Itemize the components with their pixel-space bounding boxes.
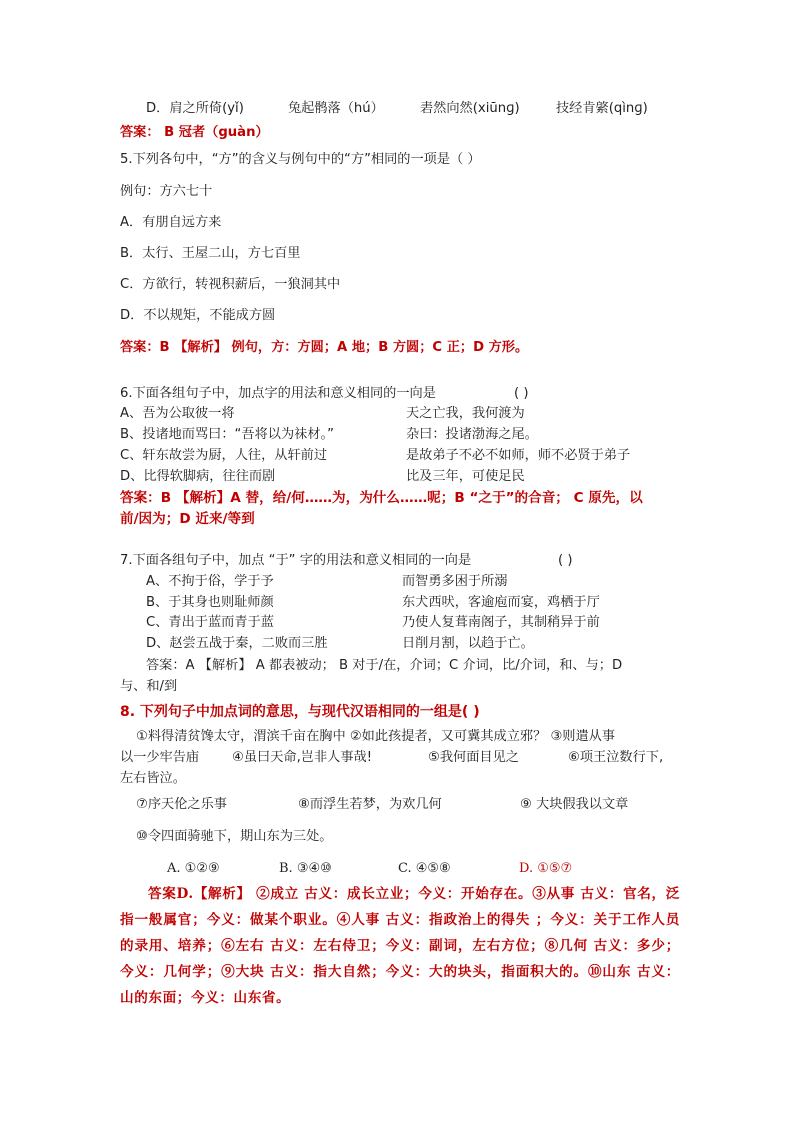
- q5-answer: 答案：B 【解析】 例句，方：方圆；A 地；B 方圆；C 正；D 方形。: [120, 340, 529, 355]
- q7-row-d-right: 日削月割，以趋于亡。: [402, 636, 534, 651]
- q6-stem: 6.下面各组句子中，加点字的用法和意义相同的一向是: [120, 386, 436, 401]
- q8-line4a: ⑦序天伦之乐事: [136, 797, 227, 812]
- q8-line2d: ⑥项王泣数行下,: [568, 750, 664, 765]
- q8-line2a: 以一少牢告庙: [120, 750, 200, 765]
- q8-line1: ①料得清贫馋太守，渭滨千亩在胸中 ②如此孩提者，又可冀其成立邪？ ③则遣从事: [136, 729, 616, 744]
- q5-option-d: D．不以规矩，不能成方圆: [120, 308, 276, 323]
- q4-option-d-d: 技经肯綮(qìnɡ): [556, 101, 648, 116]
- q5-option-c: C．方欲行，转视积薪后，一狼洞其中: [120, 277, 341, 292]
- q8-line4c: ⑨ 大块假我以文章: [520, 797, 629, 812]
- q7-row-c-left: C、青出于蓝而青于蓝: [146, 615, 274, 630]
- q8-line4b: ⑧而浮生若梦，为欢几何: [298, 797, 442, 812]
- q7-row-d-left: D、赵尝五战于秦，二败而三胜: [146, 636, 328, 651]
- q6-row-d-left: D、比得软脚病，往往而剧: [120, 469, 276, 484]
- q4-option-d-b: 兔起鹘落（hú）: [288, 101, 384, 116]
- q4-option-d-c: 砉然向然(xiūnɡ): [420, 101, 520, 116]
- q6-row-b-left: B、投诸地而骂曰：“吾将以为祙材。”: [120, 427, 334, 442]
- q4-answer: 答案： B 冠者（guàn）: [120, 125, 269, 140]
- q7-stem: 7.下面各组句子中，加点 “于” 字的用法和意义相同的一向是: [120, 553, 472, 568]
- q7-paren: ( ): [558, 553, 573, 568]
- q6-row-c-left: C、轩东故尝为厨，人往，从轩前过: [120, 448, 328, 463]
- q8-option-d: D. ①⑤⑦: [519, 861, 573, 876]
- q8-option-c: C. ④⑤⑧: [398, 861, 451, 876]
- q7-row-b-right: 东犬西吠，客逾庖而宴，鸡栖于厅: [402, 595, 600, 610]
- q6-row-b-right: 杂曰：投诸渤海之尾。: [406, 427, 538, 442]
- q7-answer-line1: 答案：A 【解析】 A 都表被动； B 对于/在，介词；C 介词，比/介词，和、与；D: [146, 658, 623, 673]
- q6-row-a-left: A、吾为公取彼一将: [120, 406, 235, 421]
- q6-answer-line1: 答案：B 【解析】A 替，给/何……为，为什么……呢；B “之于”的合音； C 原先，以: [120, 490, 643, 506]
- q8-line2b: ④虽曰天命,岂非人事哉!: [232, 750, 372, 765]
- q6-answer-line2: 前/因为；D 近来/等到: [120, 511, 255, 527]
- q8-option-b: B. ③④⑩: [279, 861, 332, 876]
- q5-stem: 5.下列各句中，“方”的含义与例句中的“方”相同的一项是（ ）: [120, 152, 481, 167]
- q7-row-a-left: A、不拘于俗，学于予: [146, 574, 274, 589]
- q5-example: 例句：方六七十: [120, 184, 213, 199]
- q5-option-b: B．太行、王屋二山，方七百里: [120, 246, 301, 261]
- q8-stem: 8. 下列句子中加点词的意思，与现代汉语相同的一组是( ): [120, 704, 480, 720]
- q6-paren: ( ): [514, 386, 529, 401]
- q8-explanation: 答案D.【解析】 ②成立 古义：成长立业；今义：开始存在。③从事 古义：官名，泛指一般属官；今义：做某个职业。④人事 古义：指政治上的得失 ；今义：关于工作人员的录用、培养；⑥左右 古义：左右侍卫；今义：副词，左右方位；⑧几何 古义：多少；今义：几何学；⑨大块 古义：指大自然；今义：大的块头，指面积大的。⑩山东 古义：山的东面；今义：山东省。: [120, 886, 680, 1006]
- q4-option-d: D．肩之所倚(yǐ): [146, 101, 244, 116]
- q6-row-c-right: 是故弟子不必不如师，师不必贤于弟子: [406, 448, 631, 463]
- q8-line2c: ⑤我何面目见之: [428, 750, 519, 765]
- q7-row-c-right: 乃使人复葺南阁子，其制稍异于前: [402, 615, 600, 630]
- q7-row-b-left: B、于其身也则耻师颜: [146, 595, 274, 610]
- q6-row-d-right: 比及三年，可使足民: [406, 469, 525, 484]
- q7-row-a-right: 而智勇多困于所溺: [402, 574, 508, 589]
- q7-answer-line2: 与、和/到: [120, 679, 178, 694]
- q8-option-a: A. ①②⑨: [167, 861, 220, 876]
- q5-option-a: A．有朋自远方来: [120, 215, 222, 230]
- q8-line3: 左右皆泣。: [120, 771, 186, 786]
- q8-line5: ⑩令四面骑驰下，期山东为三处。: [136, 829, 333, 844]
- q6-row-a-right: 天之亡我，我何渡为: [406, 406, 525, 421]
